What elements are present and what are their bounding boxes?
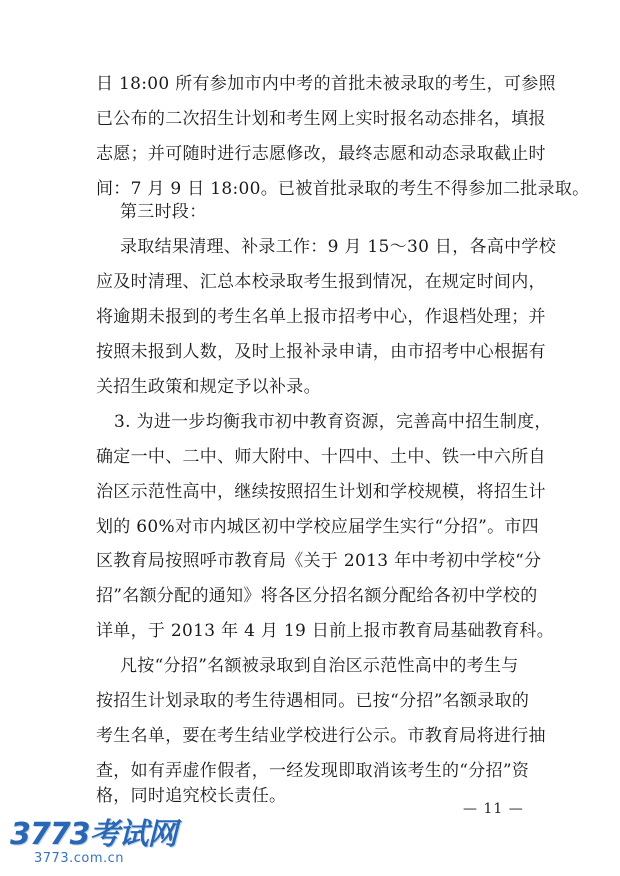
text-line: 将逾期未报到的考生名单上报市招考中心，作退档处理；并 — [96, 307, 546, 327]
text-line: 关招生政策和规定予以补录。 — [96, 377, 321, 397]
text-line: 按招生计划录取的考生待遇相同。已按“分招”名额录取的 — [96, 691, 530, 711]
text-line: 查，如有弄虚作假者，一经发现即取消该考生的“分招”资 — [96, 761, 530, 781]
text-line: 区教育局按照呼市教育局《关于 2013 年中考初中学校“分 — [96, 551, 542, 571]
watermark-url: 3773.com.cn — [34, 851, 124, 866]
text-line: 招”名额分配的通知》将各区分招名额分配给各初中学校的 — [96, 586, 538, 606]
text-line: 志愿；并可随时进行志愿修改，最终志愿和动态录取截止时 — [96, 144, 546, 164]
text-line: 格，同时追究校长责任。 — [96, 786, 287, 806]
text-line: 日 18:00 所有参加市内中考的首批未被录取的考生，可参照 — [96, 74, 556, 94]
text-line: 间：7 月 9 日 18:00。已被首批录取的考生不得参加二批录取。 — [96, 179, 590, 199]
section-heading: 第三时段： — [120, 202, 207, 222]
text-line: 3. 为进一步均衡我市初中教育资源，完善高中招生制度， — [114, 412, 552, 432]
text-line: 考生名单，要在考生结业学校进行公示。市教育局将进行抽 — [96, 726, 546, 746]
text-line: 应及时清理、汇总本校录取考生报到情况，在规定时间内， — [96, 272, 546, 292]
text-line: 凡按“分招”名额被录取到自治区示范性高中的考生与 — [120, 656, 519, 676]
text-line: 录取结果清理、补录工作：9 月 15～30 日，各高中学校 — [120, 237, 556, 257]
text-line: 详单，于 2013 年 4 月 19 日前上报市教育局基础教育科。 — [96, 621, 555, 641]
site-watermark — [10, 818, 200, 872]
text-line: 治区示范性高中，继续按照招生计划和学校规模，将招生计 — [96, 482, 546, 502]
text-line: 已公布的二次招生计划和考生网上实时报名动态排名，填报 — [96, 109, 546, 129]
text-line: 按照未报到人数，及时上报补录申请，由市招考中心根据有 — [96, 342, 546, 362]
text-line: 划的 60%对市内城区初中学校应届学生实行“分招”。市四 — [96, 517, 539, 537]
watermark-logo: 3773考试网 — [10, 817, 177, 852]
text-line: 确定一中、二中、师大附中、十四中、土中、铁一中六所自 — [96, 447, 546, 467]
page-number: — 11 — — [463, 801, 524, 817]
